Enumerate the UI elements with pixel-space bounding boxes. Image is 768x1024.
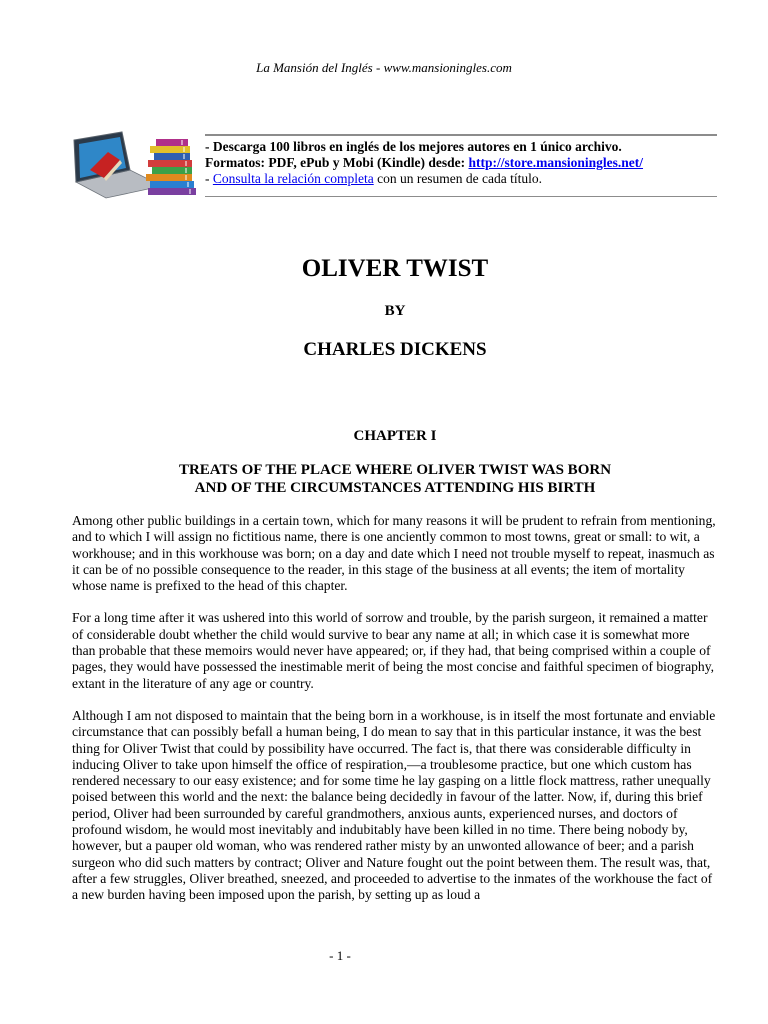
promo-box bbox=[205, 134, 717, 197]
chapter-subtitle bbox=[0, 461, 768, 497]
chapter-subtitle-line-1: TREATS OF THE PLACE WHERE OLIVER TWIST WAS BORN bbox=[178, 462, 612, 478]
paragraph: For a long time after it was ushered into this world of sorrow and trouble, by the parish surgeon, it remained a matter of considerable doubt whether the child would survive to bear any name at all; in which case it is somewhat more than probable that these memoirs would never have appeared; or, if they had, that being comprised within a couple of pages, they would have possessed the inestimable merit of being the most concise and faithful specimen of biography, extant in the literature of any age or country. bbox=[72, 610, 715, 691]
promo-formats-text: Formatos: PDF, ePub y Mobi (Kindle) desde: bbox=[205, 155, 469, 170]
promo-list-suffix: con un resumen de cada título. bbox=[373, 171, 543, 186]
laptop-books-image bbox=[70, 130, 202, 200]
store-link[interactable]: http://store.mansioningles.net/ bbox=[468, 155, 644, 170]
book-title: OLIVER TWIST bbox=[301, 255, 489, 282]
promo-line-download: - Descarga 100 libros en inglés de los mejores autores en 1 único archivo. bbox=[205, 139, 622, 154]
full-list-link[interactable]: Consulta la relación completa bbox=[212, 171, 374, 186]
page-number: - 1 - bbox=[329, 948, 351, 963]
book-author: CHARLES DICKENS bbox=[303, 339, 487, 360]
chapter-subtitle-line-2: AND OF THE CIRCUMSTANCES ATTENDING HIS BIRTH bbox=[194, 480, 596, 496]
promo-line-formats bbox=[205, 155, 717, 171]
promo-dash: - bbox=[205, 171, 213, 186]
paragraph: Although I am not disposed to maintain that the being born in a workhouse, is in itself the most fortunate and enviable circumstance that can possibly befall a human being, I do mean to say that in this particular instance, it was the best thing for Oliver Twist that could by possibility have occurred. The fact is, that there was considerable difficulty in inducing Oliver to take upon himself the office of respiration,—a troublesome practice, but one which custom has rendered necessary to our easy existence; and for some time he lay gasping on a little flock mattress, rather unequally poised between this world and the next: the balance being decidedly in favour of the latter. Now, if, during this brief period, Oliver had been surrounded by careful grandmothers, anxious aunts, experienced nurses, and doctors of profound wisdom, he would most inevitably and indubitably have been killed in no time. There being nobody by, however, but a pauper old woman, who was rendered rather misty by an unwonted allowance of beer; and a parish surgeon who did such matters by contract; Oliver and Nature fought out the point between them. The result was, that, after a few struggles, Oliver breathed, sneezed, and proceeded to advertise to the inmates of the workhouse the fact of a new burden having been imposed upon the parish, by setting up as loud a bbox=[72, 707, 716, 903]
promo-line-list bbox=[205, 171, 717, 187]
chapter-body bbox=[72, 513, 716, 920]
site-header: La Mansión del Inglés - www.mansioningles.com bbox=[256, 60, 512, 75]
paragraph: Among other public buildings in a certain town, which for many reasons it will be prudent to refrain from mentioning, and to which I will assign no fictitious name, there is one anciently common to most towns, great or small: to wit, a workhouse; and in this workhouse was born; on a day and date which I need not trouble myself to repeat, inasmuch as it can be of no possible consequence to the reader, in this stage of the business at all events; the item of mortality whose name is prefixed to the head of this chapter. bbox=[72, 513, 716, 594]
chapter-heading: CHAPTER I bbox=[353, 428, 437, 444]
book-by: BY bbox=[384, 303, 406, 319]
